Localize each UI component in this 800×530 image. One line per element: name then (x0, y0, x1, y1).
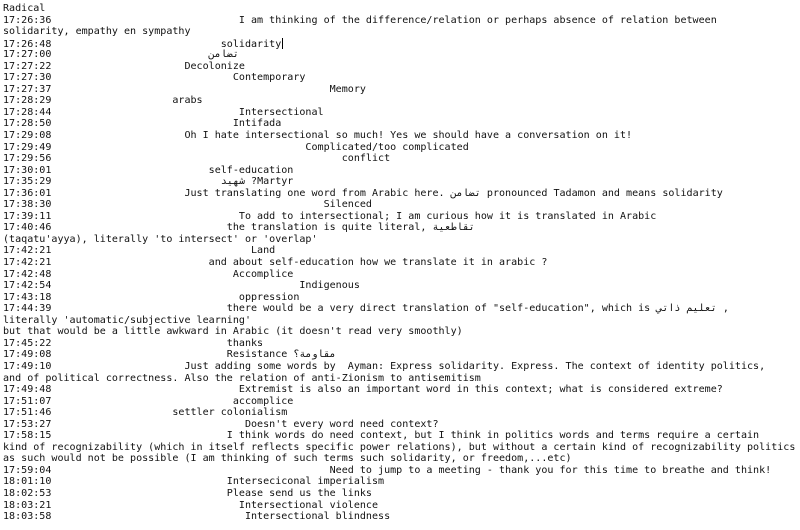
log-line: 17:29:08 Oh I hate intersectional so much! Yes we should have a conversation on it! (3, 130, 633, 142)
log-line: 17:27:30 Contemporary (3, 72, 306, 84)
log-line: 17:29:49 Complicated/too complicated (3, 141, 469, 153)
log-line: 17:26:36 I am thinking of the difference/relation or perhaps absence of relation between (3, 14, 717, 26)
log-line: 17:38:30 Silenced (3, 199, 372, 211)
log-line: (taqatu'ayya), literally 'to intersect' or 'overlap' (3, 233, 318, 245)
log-line: 17:27:00 تضامن (3, 49, 239, 61)
log-line: 17:45:22 thanks (3, 337, 264, 349)
log-line: 17:29:56 conflict (3, 153, 391, 165)
text-cursor (282, 38, 283, 49)
log-line: solidarity, empathy en sympathy (3, 26, 191, 38)
log-line: 17:28:50 Intifada (3, 118, 282, 130)
log-line: 17:39:11 To add to intersectional; I am curious how it is translated in Arabic (3, 210, 657, 222)
log-line: as such would not be possible (I am thinking of such terms such solidarity, or freedom,...etc) (3, 453, 572, 465)
log-line: 17:35:29 شهيد ?Martyr (3, 176, 294, 188)
log-line: 18:03:58 Intersectional blindness (3, 511, 391, 523)
log-line: 17:51:46 settler colonialism (3, 407, 288, 419)
log-line: 17:42:21 and about self-education how we translate it in arabic ? (3, 257, 548, 269)
log-line: 17:26:48 solidarity (3, 38, 282, 50)
log-line: Radical (3, 3, 46, 14)
log-line: 17:27:37 Memory (3, 83, 366, 95)
log-line: 17:51:07 accomplice (3, 395, 294, 407)
log-line: 17:28:29 arabs (3, 95, 203, 107)
log-line: 17:43:18 oppression (3, 291, 300, 303)
log-line: 17:27:22 Decolonize (3, 60, 245, 72)
log-line: 17:42:21 Land (3, 245, 276, 257)
log-line: 17:58:15 I think words do need context, but I think in politics words and terms require a certain (3, 430, 760, 442)
log-line: but that would be a little awkward in Arabic (it doesn't read very smoothly) (3, 326, 463, 338)
log-line: 17:30:01 self-education (3, 164, 294, 176)
log-line: 18:01:10 Interseciconal imperialism (3, 476, 385, 488)
log-line: 17:53:27 Doesn't every word need context? (3, 418, 439, 430)
log-line: and of political correctness. Also the relation of anti-Zionism to antisemitism (3, 372, 481, 384)
log-line: 17:42:54 Indigenous (3, 280, 360, 292)
log-line: 17:49:10 Just adding some words by Ayman: Express solidarity. Express. The context of identity politics, (3, 360, 766, 372)
log-line: 17:36:01 Just translating one word from Arabic here. تضامن pronounced Tadamon and means solidarity (3, 187, 723, 199)
log-line: 18:03:21 Intersectional violence (3, 499, 379, 511)
log-line: 17:59:04 Need to jump to a meeting - thank you for this time to breathe and think! (3, 464, 772, 476)
log-line: 17:42:48 Accomplice (3, 268, 294, 280)
log-line: literally 'automatic/subjective learning' (3, 314, 251, 326)
log-line: 17:40:46 the translation is quite literal, تقاطعية (3, 222, 475, 234)
log-line: 17:49:08 Resistance مقاومة؟ (3, 349, 336, 361)
log-line: kind of recognizability (which in itself reflects specific power relations), but without a certain kind of recognizability politics (3, 441, 796, 453)
log-line: 17:44:39 there would be a very direct translation of "self-education", which is تعليم ذاتي , (3, 303, 729, 315)
log-line: 18:02:53 Please send us the links (3, 487, 372, 499)
text-log (3, 3, 797, 523)
log-line: 17:49:48 Extremist is also an important word in this context; what is considered extreme? (3, 384, 723, 396)
log-line: 17:28:44 Intersectional (3, 106, 324, 118)
